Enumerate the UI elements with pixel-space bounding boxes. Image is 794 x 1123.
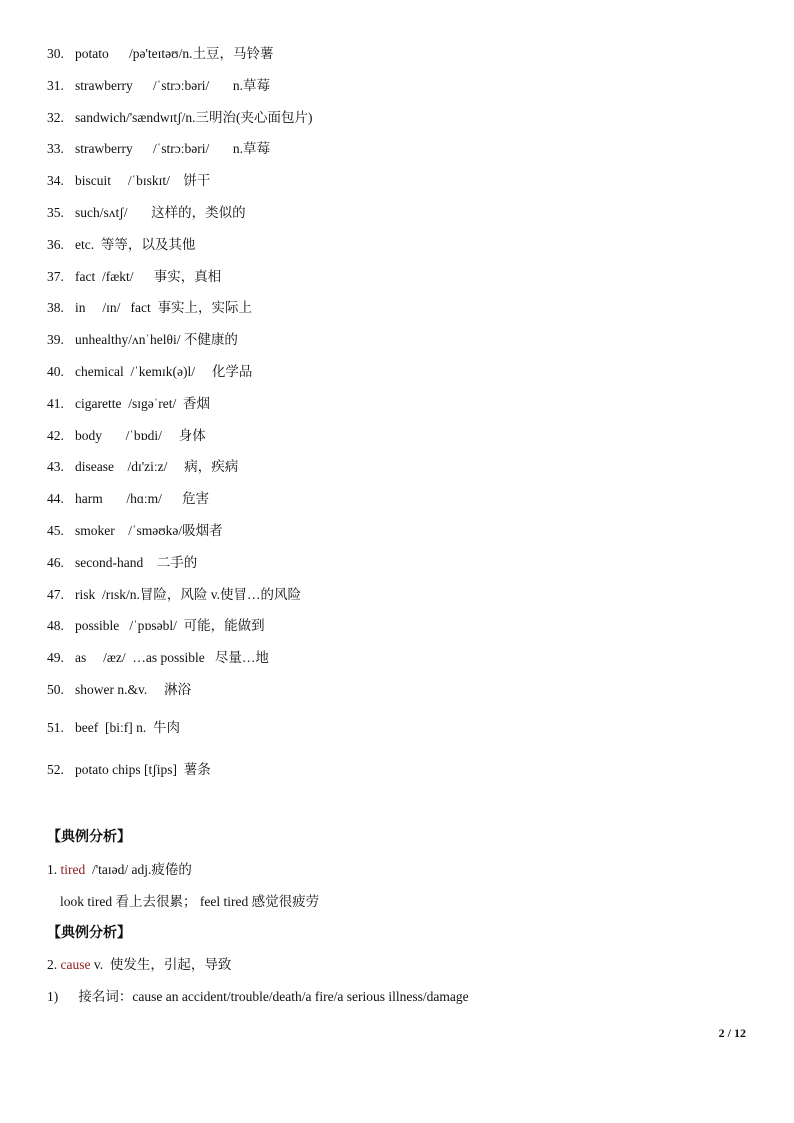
- vocab-number: 43.: [47, 459, 64, 475]
- vocab-item: [47, 488, 209, 510]
- vocab-text: risk /rɪsk/n.冒险，风险 v.使冒…的风险: [75, 586, 301, 602]
- usage-line: look tired 看上去很累； feel tired 感觉很疲劳: [60, 894, 320, 909]
- vocab-text: unhealthy/ʌnˈhelθi/ 不健康的: [75, 332, 238, 348]
- vocab-number: 50.: [47, 682, 64, 697]
- vocab-text: beef [biːf] n. 牛肉: [75, 720, 180, 735]
- example-item-2: [47, 954, 231, 976]
- vocab-number: 35.: [47, 205, 64, 220]
- vocab-number: 48.: [47, 618, 64, 634]
- vocab-number: 46.: [47, 554, 64, 570]
- vocab-number: 30.: [47, 46, 64, 61]
- vocab-text: harm /hɑːm/ 危害: [75, 491, 210, 507]
- vocab-text: such/sʌtʃ/ 这样的，类似的: [75, 205, 246, 220]
- vocab-number: 41.: [47, 395, 64, 411]
- vocab-number: 42.: [47, 427, 64, 443]
- vocab-item: [47, 552, 197, 574]
- vocab-text: biscuit /ˈbɪskɪt/ 饼干: [75, 173, 211, 189]
- vocab-item: [47, 615, 265, 637]
- vocab-item: [47, 717, 180, 739]
- keyword-cause: cause: [60, 957, 91, 972]
- vocab-number: 33.: [47, 141, 64, 157]
- vocab-number: 32.: [47, 109, 64, 125]
- vocab-item: [47, 75, 270, 97]
- vocab-item: [47, 170, 210, 192]
- vocab-text: as /æz/ …as possible 尽量…地: [75, 650, 269, 666]
- vocab-number: 40.: [47, 364, 64, 379]
- sub-item-text: 接名词：cause an accident/trouble/death/a fire/a serious illness/damage: [78, 989, 469, 1004]
- vocab-text: chemical /ˈkemɪk(ə)l/ 化学品: [75, 364, 253, 379]
- vocab-item: [47, 425, 206, 447]
- keyword-definition: v. 使发生，引起，导致: [90, 957, 232, 972]
- vocab-number: 45.: [47, 523, 64, 538]
- vocab-number: 44.: [47, 491, 64, 507]
- vocab-text: fact /fækt/ 事实，真相: [75, 268, 222, 284]
- vocab-number: 52.: [47, 762, 64, 777]
- page-number: 2 / 12: [718, 1026, 746, 1040]
- vocab-item: [47, 266, 221, 288]
- example-item-1: [47, 859, 192, 881]
- vocab-item: [47, 107, 313, 129]
- vocab-item: [47, 584, 301, 606]
- vocab-item: [47, 202, 246, 224]
- vocab-text: cigarette /sɪgəˈret/ 香烟: [75, 395, 210, 411]
- vocab-text: sandwich/'sændwɪtʃ/n.三明治(夹心面包片): [75, 109, 313, 125]
- vocab-item: [47, 329, 238, 351]
- sub-item-number: 1): [47, 989, 59, 1004]
- vocab-item: [47, 361, 252, 383]
- keyword-definition: /'taɪəd/ adj.疲倦的: [85, 862, 192, 877]
- vocab-number: 36.: [47, 236, 64, 252]
- vocab-text: smoker /ˈsməʊkə/吸烟者: [75, 523, 223, 538]
- vocab-number: 47.: [47, 586, 64, 602]
- keyword-tired: tired: [60, 862, 86, 877]
- vocab-text: second-hand 二手的: [75, 554, 198, 570]
- sub-item-1: [47, 986, 469, 1008]
- vocab-item: [47, 138, 270, 160]
- vocab-item: [47, 393, 210, 415]
- vocab-item: [47, 759, 211, 781]
- vocab-item: [47, 679, 191, 701]
- vocab-number: 49.: [47, 650, 64, 666]
- section-title-1: 【典例分析】: [47, 829, 131, 845]
- vocab-text: strawberry /ˈstrɔːbəri/ n.草莓: [75, 77, 270, 93]
- vocab-number: 37.: [47, 268, 64, 284]
- section-title-2: 【典例分析】: [47, 925, 131, 941]
- example-item-number: 1.: [47, 862, 58, 877]
- vocab-item: [47, 647, 269, 669]
- vocab-item: [47, 456, 238, 478]
- vocab-item: [47, 234, 195, 256]
- vocab-number: 31.: [47, 77, 64, 93]
- vocab-number: 34.: [47, 173, 64, 189]
- vocab-text: strawberry /ˈstrɔːbəri/ n.草莓: [75, 141, 270, 157]
- vocab-text: shower n.&v. 淋浴: [75, 682, 192, 697]
- vocab-text: in /ɪn/ fact 事实上，实际上: [75, 300, 252, 316]
- vocab-text: potato chips [tʃips] 薯条: [75, 762, 211, 777]
- vocab-number: 38.: [47, 300, 64, 316]
- vocab-text: potato /pə'teɪtəʊ/n.土豆，马铃薯: [75, 46, 274, 61]
- example-item-number: 2.: [47, 957, 58, 972]
- vocab-text: disease /dɪ'ziːz/ 病，疾病: [75, 459, 239, 475]
- vocab-item: [47, 520, 223, 542]
- vocab-text: body /ˈbɒdi/ 身体: [75, 427, 206, 443]
- vocab-item: [47, 297, 252, 319]
- vocab-text: etc. 等等，以及其他: [75, 236, 196, 252]
- vocab-text: possible /ˈpɒsəbl/ 可能，能做到: [75, 618, 265, 634]
- vocab-item: [47, 43, 273, 65]
- vocab-number: 39.: [47, 332, 64, 348]
- vocab-number: 51.: [47, 720, 64, 735]
